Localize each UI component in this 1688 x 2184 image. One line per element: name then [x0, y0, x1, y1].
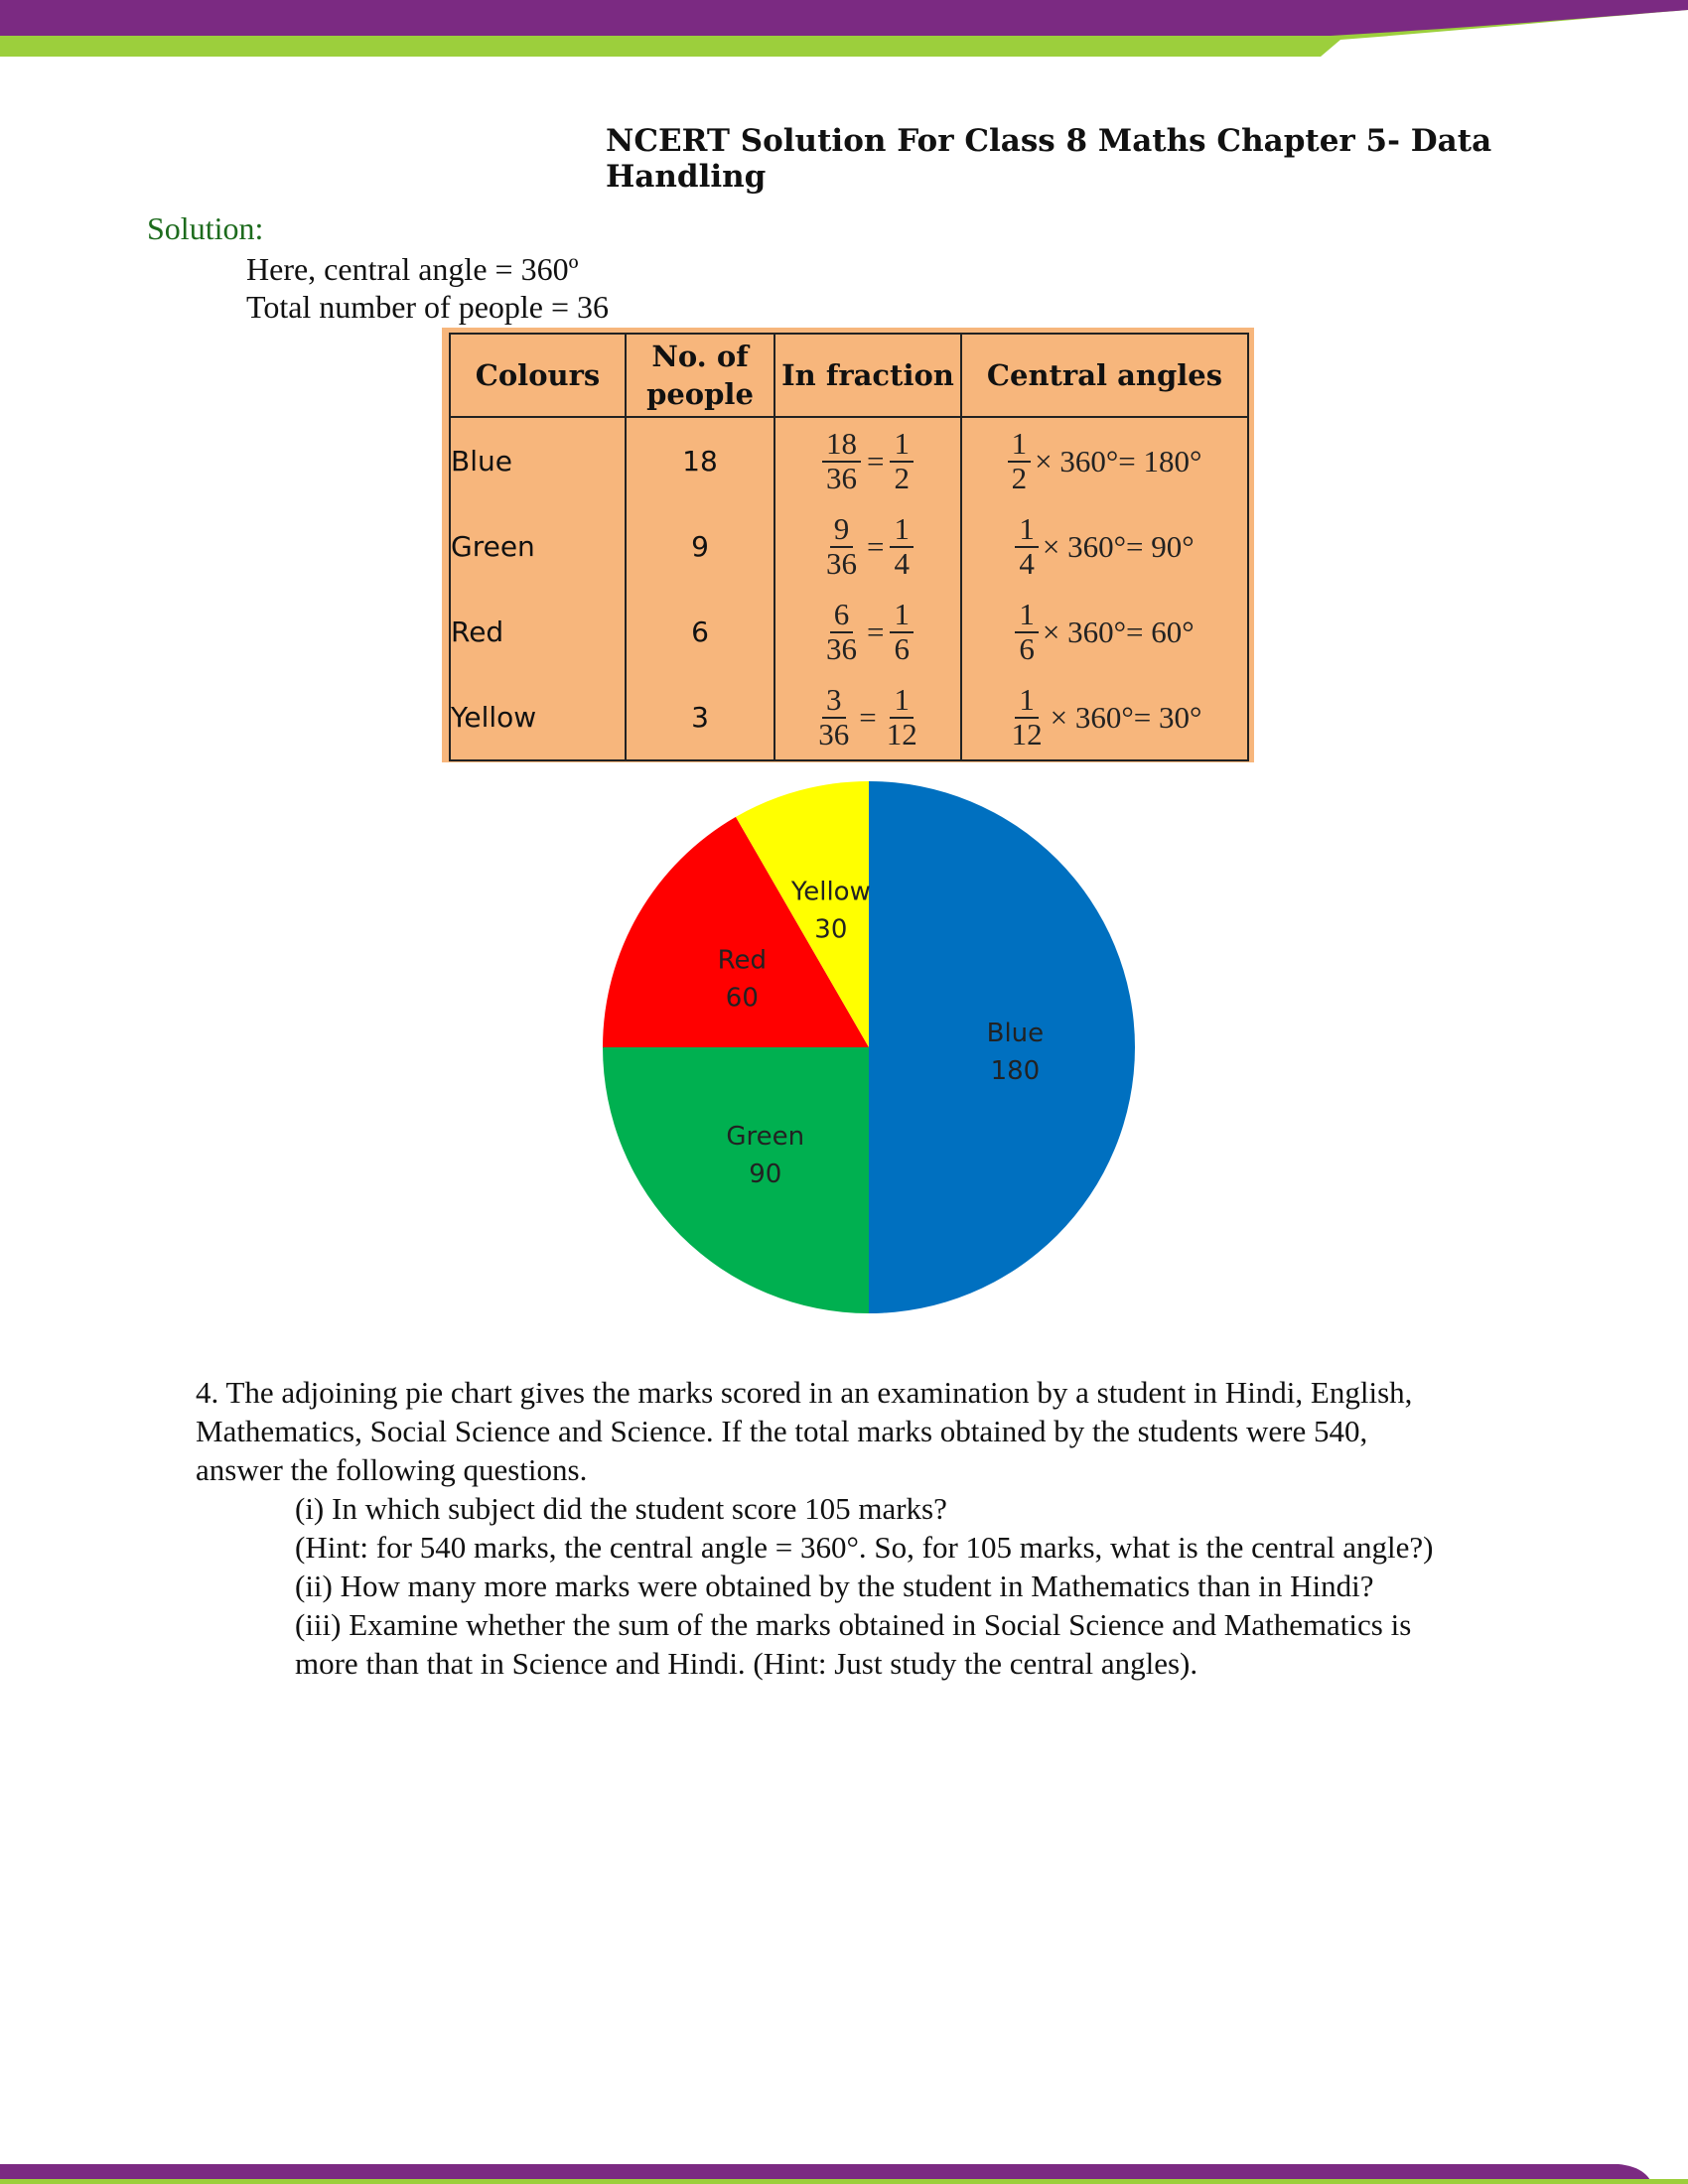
- angle-fraction-denominator: 12: [1011, 717, 1043, 751]
- table-row: [450, 417, 1248, 503]
- count-cell: 6: [626, 589, 774, 674]
- question-text: 4. The adjoining pie chart gives the marks scored in an examination by a student in Hindi, English, Mathematics, Social Science and Science. If the total marks obtained by the students were 540, answer the following questions.: [196, 1375, 1413, 1487]
- pie-slice-green: [603, 1047, 869, 1313]
- angle-fraction-numerator: 1: [1015, 599, 1039, 633]
- pie-value-yellow: 30: [814, 914, 848, 945]
- table-row: [450, 674, 1248, 760]
- simplified-denominator: 6: [894, 631, 910, 666]
- simplified-denominator: 4: [894, 546, 910, 581]
- solution-label: Solution:: [147, 210, 264, 246]
- simplified-numerator: 1: [890, 599, 914, 633]
- angle-fraction-numerator: 1: [1008, 428, 1032, 463]
- col-header-people: No. of people: [626, 334, 774, 417]
- simplified-numerator: 1: [890, 513, 914, 548]
- total-people-statement: Total number of people = 36: [246, 289, 610, 325]
- question-4: [196, 1373, 1437, 1683]
- pie-label-yellow: Yellow: [790, 877, 871, 907]
- angle-cell: [961, 503, 1248, 589]
- fraction-denominator: 36: [826, 461, 857, 495]
- col-header-colours: Colours: [450, 334, 626, 417]
- angle-fraction-numerator: 1: [1015, 513, 1039, 548]
- simplified-denominator: 12: [886, 717, 917, 751]
- question-part-iii: (iii) Examine whether the sum of the marks obtained in Social Science and Mathematics is more than that in Science and Hindi. (Hint: Just study the central angles).: [295, 1607, 1412, 1681]
- colour-cell: Blue: [450, 417, 626, 503]
- table-row: [450, 503, 1248, 589]
- question-part-ii: (ii) How many more marks were obtained by the student in Mathematics than in Hindi?: [295, 1569, 1374, 1603]
- count-cell: 3: [626, 674, 774, 760]
- angle-expression: × 360°= 90°: [1042, 529, 1195, 564]
- header-decoration-bar: [0, 0, 1688, 60]
- angle-fraction-denominator: 2: [1011, 461, 1028, 495]
- colour-cell: Green: [450, 503, 626, 589]
- colour-cell: Red: [450, 589, 626, 674]
- angle-cell: [961, 417, 1248, 503]
- question-hint: (Hint: for 540 marks, the central angle = 360°. So, for 105 marks, what is the central angle?): [295, 1530, 1434, 1565]
- fraction-denominator: 36: [818, 717, 850, 751]
- table-row: [450, 589, 1248, 674]
- angle-cell: [961, 589, 1248, 674]
- col-header-angles: Central angles: [961, 334, 1248, 417]
- fraction-numerator: 6: [830, 599, 854, 633]
- count-cell: 18: [626, 417, 774, 503]
- angle-expression: × 360°= 60°: [1042, 614, 1195, 649]
- fraction-cell: $\frac{3}{36}$ = $\frac{1}{12}$: [774, 674, 961, 760]
- fraction-denominator: 36: [826, 631, 857, 666]
- fraction-denominator: 36: [826, 546, 857, 581]
- angle-fraction-denominator: 4: [1019, 546, 1035, 581]
- central-angle-table: [442, 328, 1254, 762]
- angle-fraction-numerator: 1: [1015, 684, 1039, 719]
- question-part-i: (i) In which subject did the student score 105 marks?: [295, 1491, 947, 1526]
- pie-value-blue: 180: [990, 1056, 1041, 1086]
- fraction-numerator: 3: [822, 684, 846, 719]
- angle-expression: × 360°= 30°: [1050, 700, 1202, 735]
- count-cell: 9: [626, 503, 774, 589]
- central-angle-statement: Here, central angle = 360º: [246, 251, 579, 287]
- simplified-denominator: 2: [894, 461, 910, 495]
- page-header-title: NCERT Solution For Class 8 Maths Chapter 5- Data Handling: [606, 123, 1492, 195]
- angle-cell: [961, 674, 1248, 760]
- footer-decoration-bar: [0, 2152, 1688, 2184]
- fraction-cell: $\frac{6}{36}$ = $\frac{1}{6}$: [774, 589, 961, 674]
- colours-pie-chart: [601, 779, 1137, 1315]
- fraction-numerator: 9: [830, 513, 854, 548]
- fraction-numerator: 18: [822, 428, 861, 463]
- pie-value-red: 60: [725, 983, 759, 1014]
- fraction-cell: $\frac{18}{36}$ = $\frac{1}{2}$: [774, 417, 961, 503]
- pie-label-blue: Blue: [986, 1019, 1045, 1048]
- pie-label-green: Green: [726, 1122, 805, 1153]
- colour-cell: Yellow: [450, 674, 626, 760]
- angle-fraction-denominator: 6: [1019, 631, 1035, 666]
- pie-value-green: 90: [749, 1160, 782, 1190]
- pie-label-red: Red: [717, 945, 768, 976]
- angle-expression: × 360°= 180°: [1035, 444, 1202, 478]
- fraction-cell: $\frac{9}{36}$ = $\frac{1}{4}$: [774, 503, 961, 589]
- simplified-numerator: 1: [890, 684, 914, 719]
- col-header-fraction: In fraction: [774, 334, 961, 417]
- simplified-numerator: 1: [890, 428, 914, 463]
